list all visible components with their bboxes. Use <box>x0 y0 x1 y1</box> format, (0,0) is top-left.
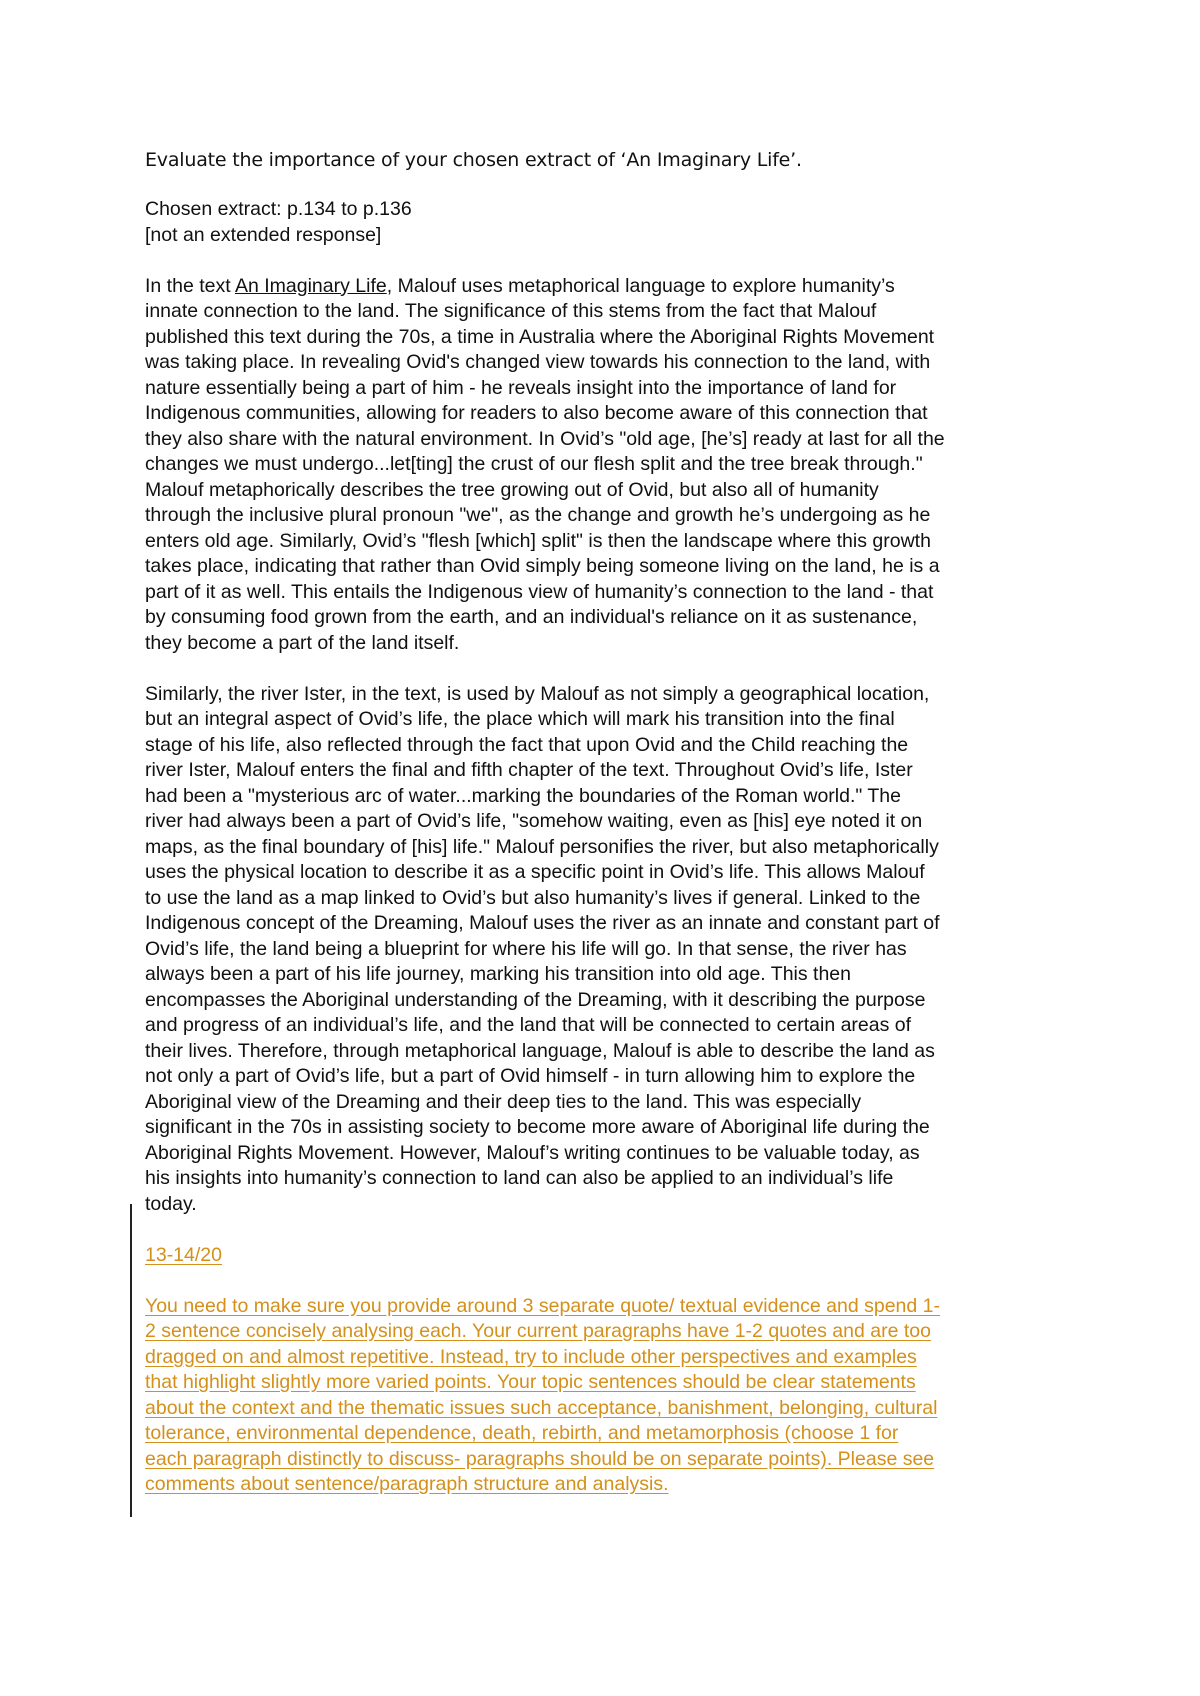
paragraph-line: to use the land as a map linked to Ovid’s but also humanity’s lives if general. Linked to the <box>145 886 921 909</box>
feedback-line: 2 sentence concisely analysing each. Your current paragraphs have 1-2 quotes and are too <box>145 1320 931 1342</box>
paragraph-line: nature essentially being a part of him - he reveals insight into the importance of land for <box>145 376 897 399</box>
document-body <box>145 148 1065 1498</box>
feedback-line: comments about sentence/paragraph structure and analysis. <box>145 1473 669 1495</box>
paragraph-line: today. <box>145 1192 197 1215</box>
paragraph-line: published this text during the 70s, a time in Australia where the Aboriginal Rights Movement <box>145 325 935 348</box>
paragraph-line: changes we must undergo...let[ting] the crust of our flesh split and the tree break through." <box>145 453 923 475</box>
text-run: In the text <box>145 274 235 297</box>
paragraph-line: they also share with the natural environment. In Ovid’s "old age, [he’s] ready at last for all the <box>145 427 945 450</box>
paragraph-line: always been a part of his life journey, marking his transition into old age. This then <box>145 963 851 985</box>
paragraph-line: Indigenous communities, allowing for readers to also become aware of this connection that <box>145 402 928 424</box>
paragraph-line: innate connection to the land. The significance of this stems from the fact that Malouf <box>145 300 877 322</box>
feedback-line: tolerance, environmental dependence, death, rebirth, and metamorphosis (choose 1 for <box>145 1422 899 1444</box>
feedback-comment <box>145 1294 1065 1498</box>
paragraph-line: Aboriginal view of the Dreaming and their deep ties to the land. This was especially <box>145 1090 862 1113</box>
paragraph-line: not only a part of Ovid’s life, but a part of Ovid himself - in turn allowing him to explore the <box>145 1065 916 1087</box>
paragraph-line: stage of his life, also reflected through the fact that upon Ovid and the Child reaching the <box>145 733 909 756</box>
paragraph-line: significant in the 70s in assisting society to become more aware of Aboriginal life during the <box>145 1116 930 1138</box>
paragraph-line: Similarly, the river Ister, in the text, is used by Malouf as not simply a geographical location, <box>145 682 930 705</box>
paragraph-2 <box>145 682 1065 1218</box>
paragraph-line: uses the physical location to describe it as a specific point in Ovid’s life. This allows Malouf <box>145 861 925 883</box>
chosen-extract: Chosen extract: p.134 to p.136 <box>145 198 412 220</box>
paragraph-line <box>145 274 1065 300</box>
feedback-line: You need to make sure you provide around 3 separate quote/ textual evidence and spend 1- <box>145 1294 941 1317</box>
paragraph-line: was taking place. In revealing Ovid's changed view towards his connection to the land, with <box>145 351 931 373</box>
paragraph-line: his insights into humanity’s connection to land can also be applied to an individual’s life <box>145 1167 894 1189</box>
paragraph-line: encompasses the Aboriginal understanding of the Dreaming, with it describing the purpose <box>145 988 926 1011</box>
paragraph-line: by consuming food grown from the earth, and an individual's reliance on it as sustenance, <box>145 606 918 628</box>
change-bar <box>130 1204 132 1517</box>
paragraph-line: Indigenous concept of the Dreaming, Malouf uses the river as an innate and constant part of <box>145 912 940 934</box>
paragraph-line: through the inclusive plural pronoun "we", as the change and growth he’s undergoing as he <box>145 504 931 526</box>
book-title: An Imaginary Life <box>234 274 387 297</box>
paragraph-line: their lives. Therefore, through metaphorical language, Malouf is able to describe the land as <box>145 1039 935 1062</box>
feedback-line: that highlight slightly more varied points. Your topic sentences should be clear statements <box>145 1371 916 1393</box>
response-note: [not an extended response] <box>145 223 382 246</box>
paragraph-line: Aboriginal Rights Movement. However, Malouf’s writing continues to be valuable today, as <box>145 1141 920 1164</box>
paragraph-line: maps, as the final boundary of [his] life." Malouf personifies the river, but also metaphorically <box>145 835 939 858</box>
paragraph-line: Malouf metaphorically describes the tree growing out of Ovid, but also all of humanity <box>145 478 879 501</box>
paragraph-line: takes place, indicating that rather than Ovid simply being someone living on the land, he is a <box>145 555 940 577</box>
feedback-score <box>145 1243 1065 1269</box>
feedback-line: about the context and the thematic issues such acceptance, banishment, belonging, cultural <box>145 1396 938 1419</box>
feedback-line: each paragraph distinctly to discuss- paragraphs should be on separate points). Please see <box>145 1447 935 1470</box>
assignment-title: Evaluate the importance of your chosen extract of ‘An Imaginary Life’. <box>145 149 802 171</box>
paragraph-line: river had always been a part of Ovid’s life, "somehow waiting, even as [his] eye noted it on <box>145 810 923 832</box>
paragraph-line: enters old age. Similarly, Ovid’s "flesh [which] split" is then the landscape where this growth <box>145 529 931 552</box>
paragraph-line: river Ister, Malouf enters the final and fifth chapter of the text. Throughout Ovid’s life, Ister <box>145 759 913 781</box>
paragraph-line: they become a part of the land itself. <box>145 631 460 654</box>
text-run: , Malouf uses metaphorical language to explore humanity’s <box>386 274 895 297</box>
paragraph-line: Ovid’s life, the land being a blueprint for where his life will go. In that sense, the river has <box>145 937 907 960</box>
paragraph-line: part of it as well. This entails the Indigenous view of humanity’s connection to the land - that <box>145 580 934 603</box>
paragraph-line: but an integral aspect of Ovid’s life, the place which will mark his transition into the final <box>145 708 895 730</box>
score-text: 13-14/20 <box>145 1243 222 1266</box>
paragraph-line: and progress of an individual’s life, and the land that will be connected to certain areas of <box>145 1014 912 1036</box>
paragraph-1 <box>145 274 1065 657</box>
feedback-line: dragged on and almost repetitive. Instead, try to include other perspectives and examples <box>145 1345 917 1368</box>
paragraph-line: had been a "mysterious arc of water...marking the boundaries of the Roman world." The <box>145 784 901 807</box>
